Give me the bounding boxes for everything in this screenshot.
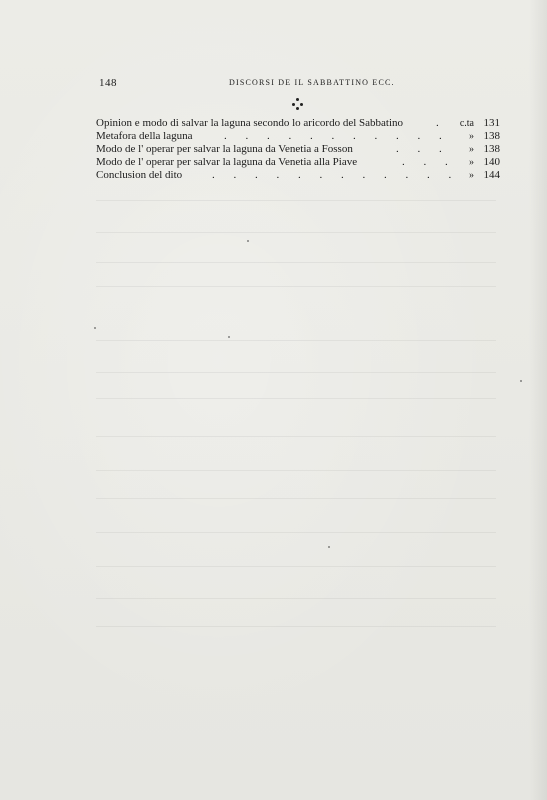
bleed-through-line xyxy=(96,286,496,287)
bleed-through-line xyxy=(96,398,496,399)
toc-entry xyxy=(96,143,500,156)
toc-entry-leader: . . . xyxy=(402,156,456,168)
toc-entry-title: Conclusion del dito xyxy=(96,169,183,181)
print-speck xyxy=(228,336,230,338)
toc-entry-prefix: c.ta xyxy=(459,118,474,129)
fleuron-ornament-icon xyxy=(290,97,306,113)
page-number: 148 xyxy=(99,77,117,89)
toc-entry-page: 140 xyxy=(483,156,500,168)
bleed-through-line xyxy=(96,262,496,263)
toc-entry-title: Metafora della laguna xyxy=(96,130,193,142)
print-speck xyxy=(520,380,522,382)
toc-entry-leader: . . . . . . . . . . . xyxy=(224,130,450,142)
toc-entry-leader: . . . xyxy=(396,143,450,155)
toc-entry-prefix: » xyxy=(469,157,474,168)
page-header xyxy=(99,77,499,91)
toc-entry-page: 144 xyxy=(483,169,500,181)
bleed-through-line xyxy=(96,626,496,627)
bleed-through-line xyxy=(96,232,496,233)
toc-entry-title: Modo de l' operar per salvar la laguna da Venetia a Fosson xyxy=(96,143,353,155)
bleed-through-line xyxy=(96,498,496,499)
toc-entry-title: Opinion e modo di salvar la laguna secondo lo aricordo del Sabbatino xyxy=(96,117,404,129)
table-of-contents xyxy=(96,117,500,182)
running-head: DISCORSI DE IL SABBATTINO ECC. xyxy=(229,78,395,87)
bleed-through-line xyxy=(96,532,496,533)
toc-entry xyxy=(96,156,500,169)
toc-entry-page: 131 xyxy=(483,117,500,129)
bleed-through-line xyxy=(96,340,496,341)
bleed-through-line xyxy=(96,598,496,599)
bleed-through-line xyxy=(96,566,496,567)
print-speck xyxy=(328,546,330,548)
toc-entry-page: 138 xyxy=(483,130,500,142)
toc-entry-prefix: » xyxy=(469,131,474,142)
page-edge-shadow xyxy=(529,0,547,800)
toc-entry-leader: . xyxy=(436,117,447,129)
print-speck xyxy=(94,327,96,329)
toc-entry-prefix: » xyxy=(469,144,474,155)
print-speck xyxy=(247,240,249,242)
toc-entry-prefix: » xyxy=(469,170,474,181)
bleed-through-line xyxy=(96,436,496,437)
bleed-through-line xyxy=(96,372,496,373)
bleed-through-line xyxy=(96,200,496,201)
toc-entry-title: Modo de l' operar per salvar la laguna da Venetia alla Piave xyxy=(96,156,358,168)
bleed-through-line xyxy=(96,470,496,471)
toc-entry-page: 138 xyxy=(483,143,500,155)
toc-entry xyxy=(96,117,500,130)
toc-entry xyxy=(96,130,500,143)
toc-entry xyxy=(96,169,500,182)
toc-entry-leader: . . . . . . . . . . . . xyxy=(212,169,460,181)
